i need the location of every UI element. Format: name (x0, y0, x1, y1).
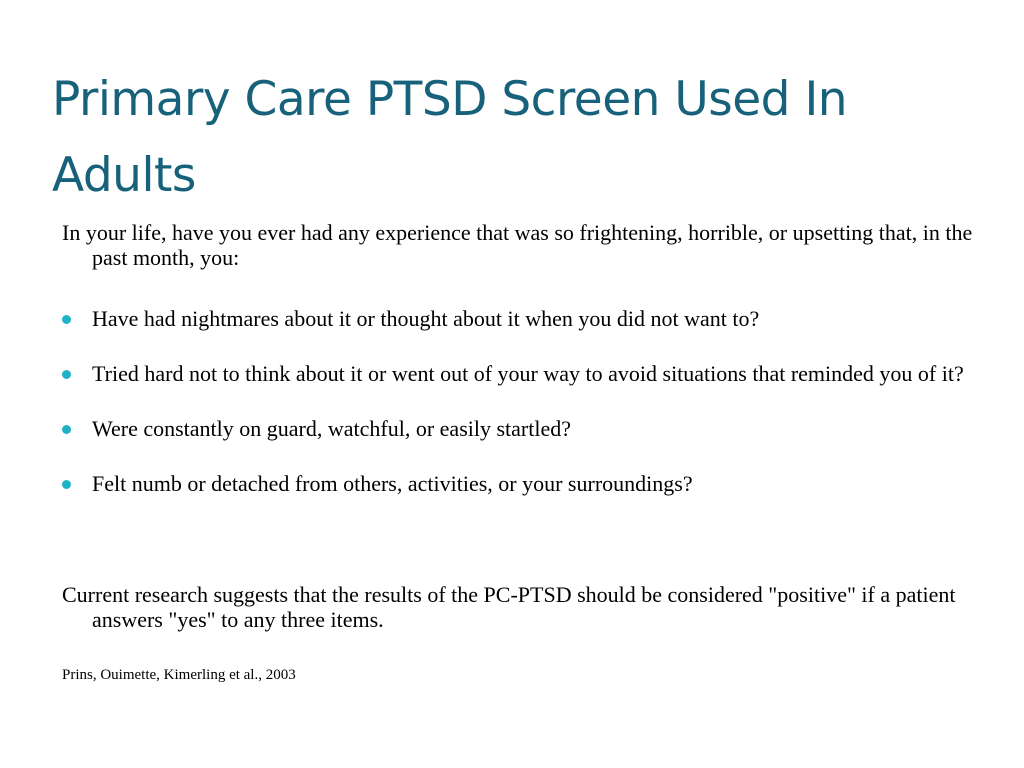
bullet-dot-icon (62, 425, 71, 434)
screen-questions-list (62, 306, 982, 526)
bullet-dot-icon (62, 480, 71, 489)
list-item (62, 471, 982, 496)
bullet-dot-icon (62, 370, 71, 379)
bullet-dot-icon (62, 315, 71, 324)
list-item-text: Tried hard not to think about it or went out of your way to avoid situations that reminded you of it? (92, 361, 964, 386)
list-item-text: Were constantly on guard, watchful, or easily startled? (92, 416, 572, 441)
intro-text: In your life, have you ever had any experience that was so frightening, horrible, or upsetting that, in the past month, you: (62, 220, 973, 270)
list-item-text: Felt numb or detached from others, activities, or your surroundings? (92, 471, 693, 496)
conclusion-text: Current research suggests that the results of the PC-PTSD should be considered "positive" if a patient answers "yes" to any three items. (62, 582, 956, 632)
list-item-text: Have had nightmares about it or thought about it when you did not want to? (92, 306, 760, 331)
citation: Prins, Ouimette, Kimerling et al., 2003 (62, 667, 296, 683)
list-item (62, 361, 982, 386)
list-item (62, 306, 982, 331)
list-item (62, 416, 982, 441)
slide-title: Primary Care PTSD Screen Used In Adults (52, 72, 848, 203)
